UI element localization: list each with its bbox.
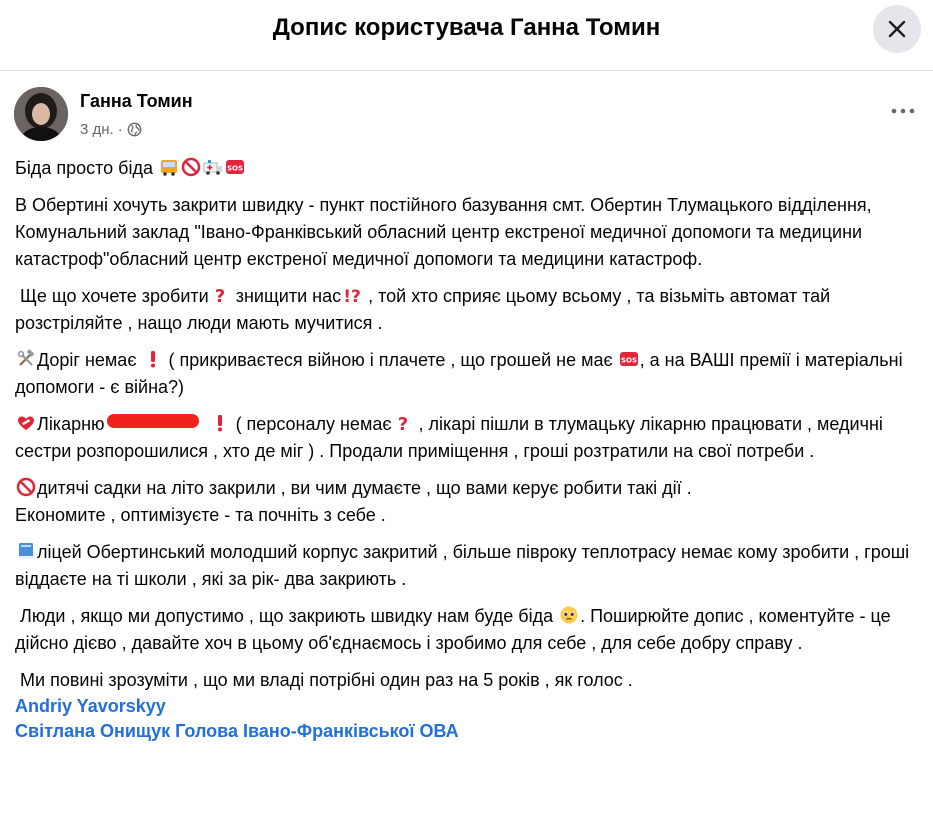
red-question-mark-emoji	[393, 413, 413, 433]
post	[0, 71, 933, 832]
prohibited-emoji	[16, 477, 36, 497]
ambulance-emoji	[203, 157, 223, 177]
post-paragraph	[15, 475, 925, 529]
paragraph-text: ( прикриваєтеся війною і плачете , що грошей не має	[163, 350, 613, 370]
mending-heart-emoji	[16, 413, 36, 433]
svg-text:?: ?	[214, 286, 225, 305]
post-paragraph	[15, 603, 925, 657]
paragraph-text: Економите , оптимізуєте - та почніть з себе .	[15, 505, 386, 525]
post-paragraph	[15, 192, 925, 273]
post-timestamp[interactable]: 3 дн.	[80, 120, 114, 138]
red-question-mark-emoji	[210, 285, 230, 305]
paragraph-text: Доріг немає	[37, 350, 137, 370]
blue-book-emoji	[16, 541, 36, 561]
sos-emoji	[225, 157, 245, 177]
paragraph-text: . Поширюйте допис , коментуйте - це дійсно дієво , давайте хоч в цьому об'єднаємось і зробимо для себе , для себе добру справу .	[15, 606, 896, 653]
svg-text:SOS: SOS	[620, 356, 637, 365]
author-name[interactable]: Ганна Томин	[80, 91, 193, 111]
sos-emoji	[619, 349, 639, 369]
post-paragraph	[15, 283, 925, 337]
exclamation-question-mark-emoji	[342, 285, 362, 305]
more-options-button[interactable]	[887, 101, 919, 121]
svg-text:?: ?	[397, 414, 408, 433]
avatar[interactable]	[14, 87, 68, 141]
paragraph-text: , той хто сприяє цьому всьому , та візьміть автомат тай розстріляйте , нащо люди мають мучитися .	[15, 286, 836, 333]
close-icon	[887, 19, 907, 39]
dialog-header	[0, 0, 933, 71]
paragraph-text: В Обертині хочуть закрити швидку - пункт постійного базування смт. Обертин Тлумацького відділення, Комунальний заклад "Івано-Франківський обласний центр екстреної медичної допомоги та медицини катастроф"обласний центр екстреної медичної допомоги та медицини катастроф.	[15, 195, 882, 269]
paragraph-text: ( персоналу немає	[230, 414, 392, 434]
svg-text:!?: !?	[343, 287, 361, 305]
tagged-user-link[interactable]: Andriy Yavorskyy	[15, 696, 166, 716]
hammer-and-wrench-emoji	[16, 349, 36, 369]
paragraph-text: ліцей Обертинський молодший корпус закритий , більше півроку теплотрасу немає кому зробити , гроші віддаєте на ті школи , які за рік- два закриють .	[15, 542, 915, 589]
paragraph-text: знищити нас	[230, 286, 342, 306]
more-horizontal-icon	[887, 101, 919, 121]
post-paragraph	[15, 155, 925, 182]
dialog-title: Допис користувача Ганна Томин	[272, 14, 661, 41]
paragraph-text: Біда просто біда	[15, 158, 153, 178]
avatar-photo	[14, 87, 68, 141]
post-paragraph	[15, 667, 925, 694]
meta-separator: ·	[117, 120, 123, 138]
post-meta	[80, 119, 142, 139]
post-paragraph	[15, 411, 925, 465]
paragraph-text: Ми повині зрозуміти , що ми владі потрібні один раз на 5 років , як голос .	[15, 670, 633, 690]
tagged-user-link[interactable]: Світлана Онищук Голова Івано-Франківської ОВА	[15, 721, 459, 741]
paragraph-text: Ще що хочете зробити	[15, 286, 209, 306]
redaction-mark	[107, 414, 199, 428]
paragraph-text: Лікарню	[37, 414, 105, 434]
post-paragraph	[15, 347, 925, 401]
globe-icon	[127, 122, 142, 137]
red-exclamation-mark-emoji	[143, 349, 163, 369]
close-button[interactable]	[873, 5, 921, 53]
post-paragraph	[15, 539, 925, 593]
red-exclamation-mark-emoji	[210, 413, 230, 433]
svg-text:SOS: SOS	[226, 164, 244, 173]
post-body	[15, 155, 925, 744]
paragraph-text: дитячі садки на літо закрили , ви чим думаєте , що вами керує робити такі дії .	[37, 478, 692, 498]
pleading-face-emoji	[559, 605, 579, 625]
paragraph-text: , а на ВАШІ премії і матеріальні допомоги - є війна?)	[15, 350, 908, 397]
paragraph-text: , лікарі пішли в тлумацьку лікарню працювати , медичні сестри розпорошилися , хто де міг ) . Продали приміщення , гроші розтратили на свої потреби .	[15, 414, 888, 461]
bus-emoji	[159, 157, 179, 177]
paragraph-text: Люди , якщо ми допустимо , що закриють швидку нам буде біда	[15, 606, 554, 626]
prohibited-emoji	[181, 157, 201, 177]
